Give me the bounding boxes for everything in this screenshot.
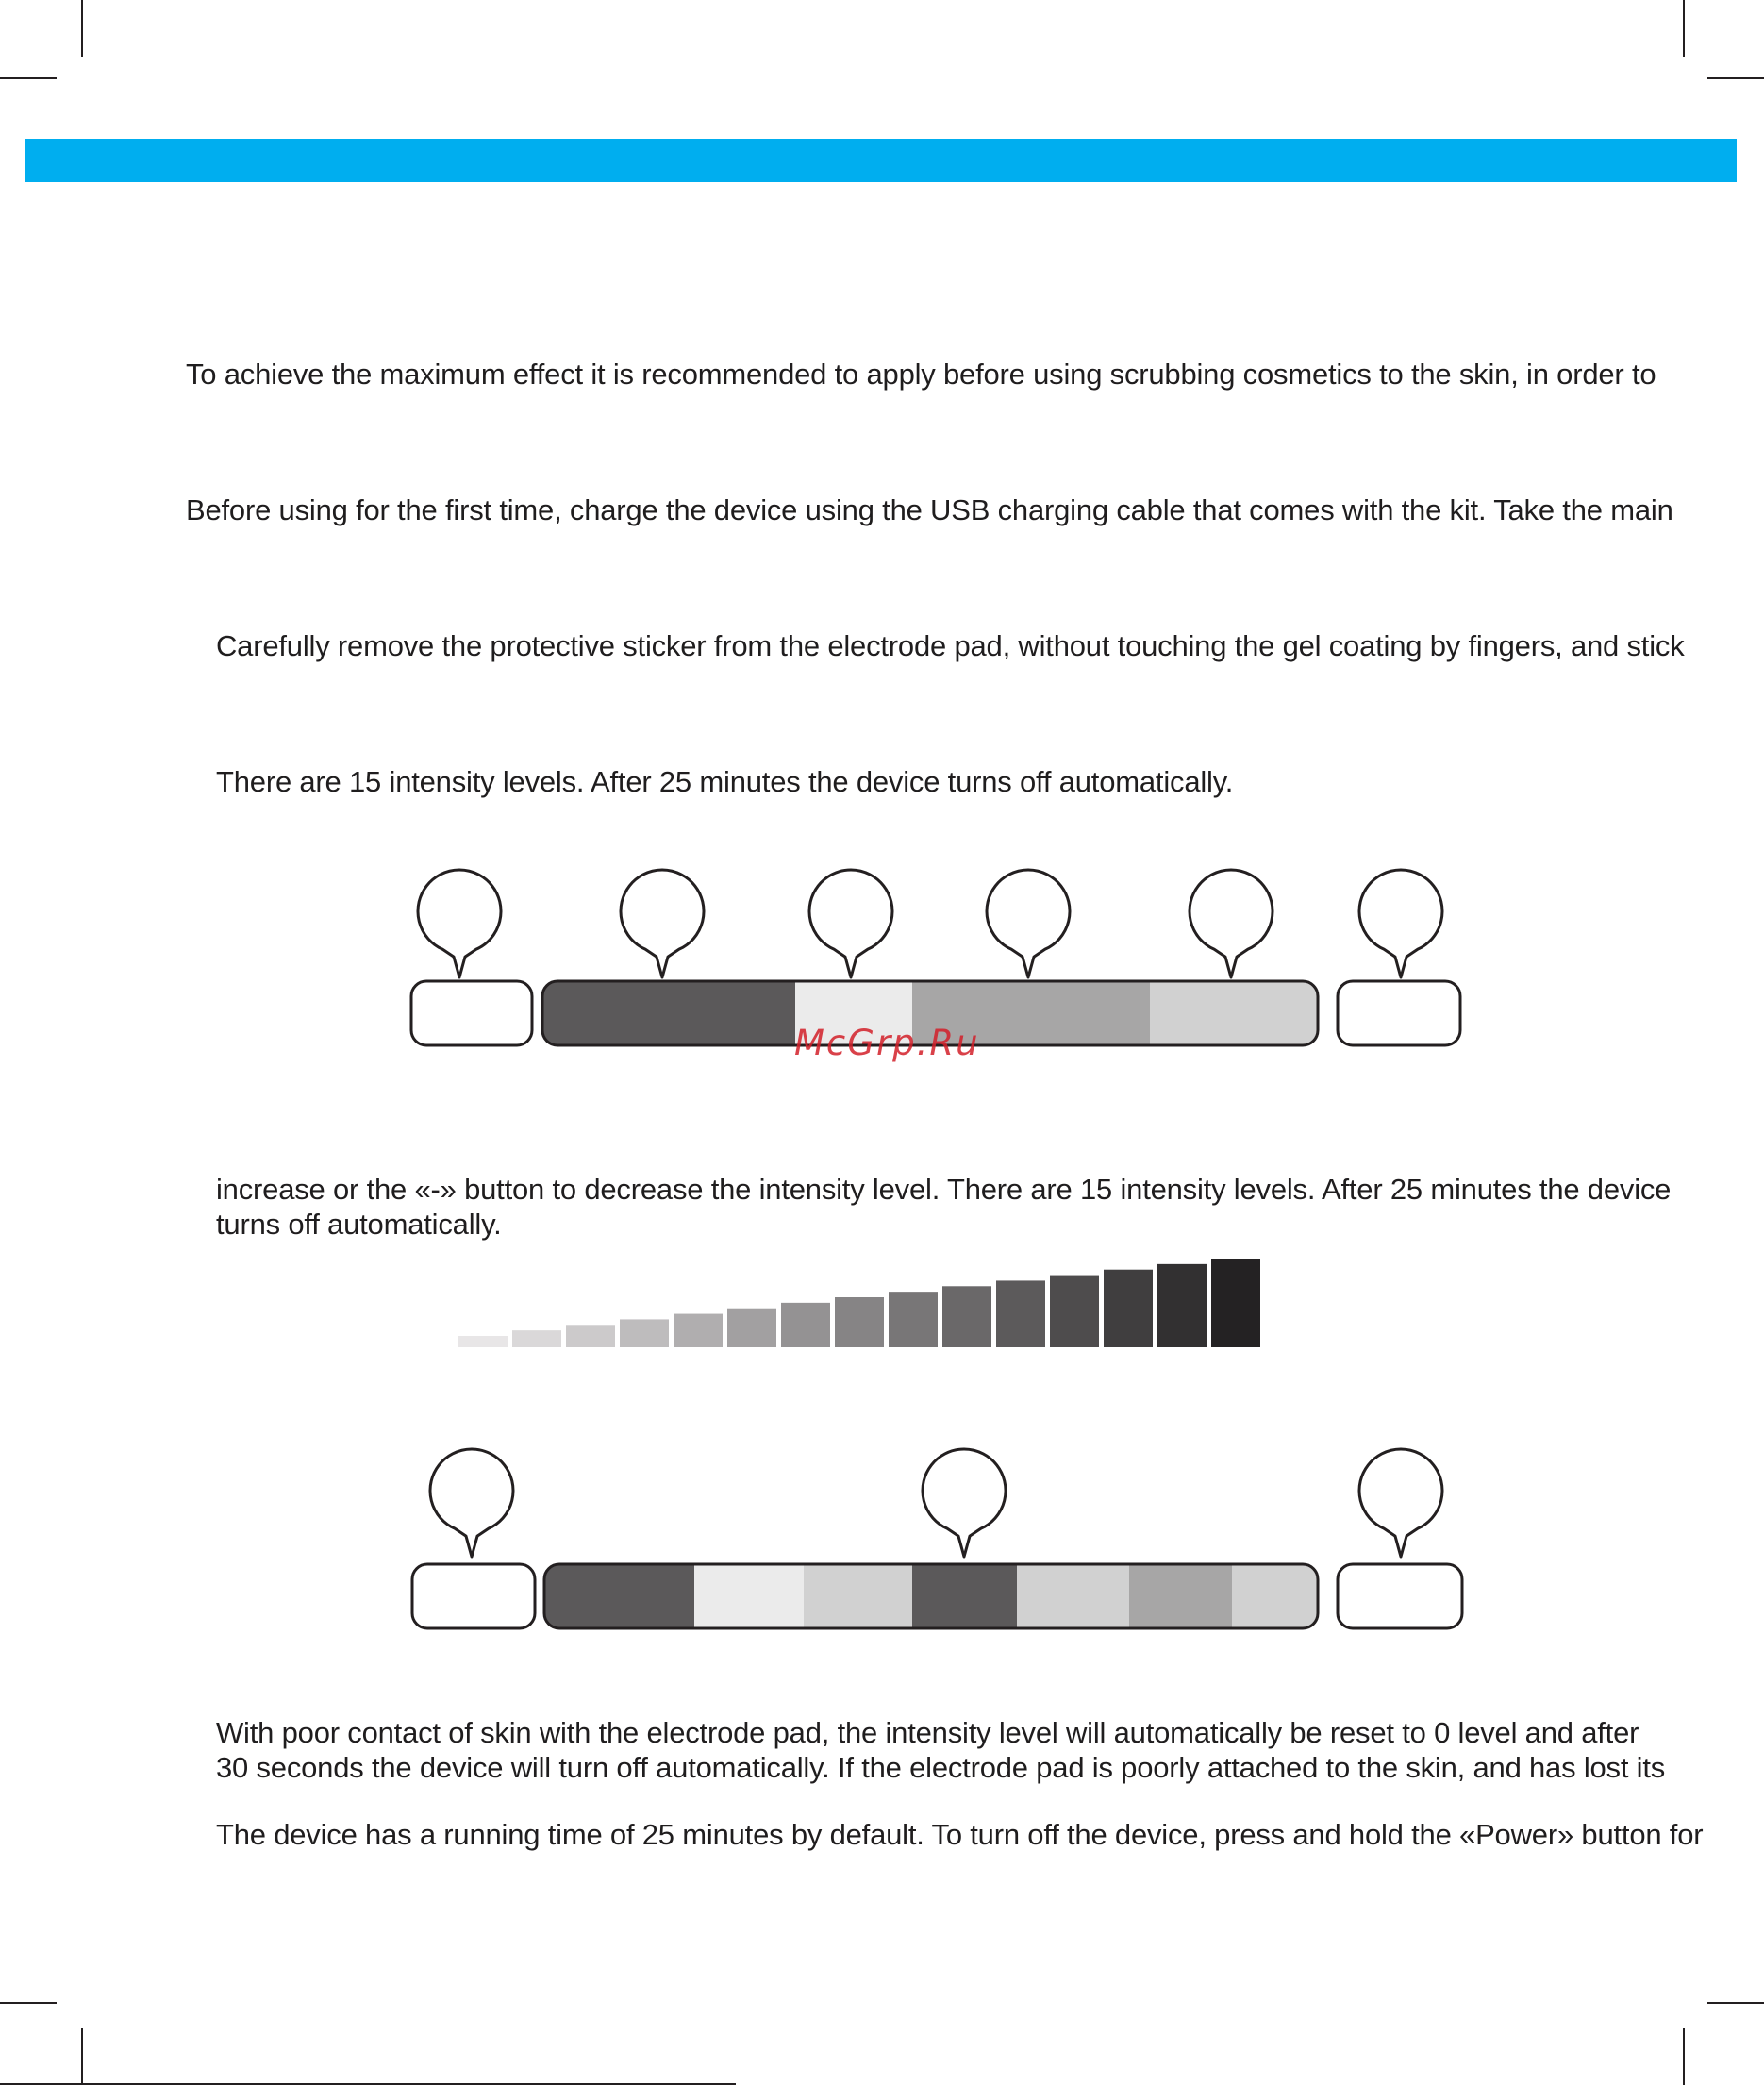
intensity-level-bar bbox=[674, 1314, 723, 1347]
intensity-level-bar bbox=[781, 1303, 830, 1347]
device-body-segment bbox=[1150, 981, 1319, 1045]
paragraph-text: Before using for the first time, charge the device using the USB charging cable that comes with the kit. Take the main bbox=[186, 493, 1673, 526]
intensity-level-bar bbox=[1157, 1264, 1207, 1347]
device-body-segment bbox=[1232, 1564, 1319, 1628]
device-diagram-top bbox=[411, 870, 1460, 1045]
paragraph-text: increase or the «-» button to decrease the intensity level. There are 15 intensity levels. After 25 minutes the device bbox=[216, 1173, 1672, 1206]
callout-bubble bbox=[809, 870, 892, 977]
paragraph-text: There are 15 intensity levels. After 25 minutes the device turns off automatically. bbox=[216, 765, 1234, 798]
intensity-level-bar bbox=[1211, 1259, 1260, 1347]
intensity-scale bbox=[458, 1259, 1260, 1347]
callout-bubble bbox=[418, 870, 501, 977]
device-body-segment bbox=[544, 1564, 695, 1628]
callout-bubble bbox=[621, 870, 704, 977]
intensity-level-bar bbox=[458, 1336, 508, 1347]
device-end-cap-left bbox=[411, 981, 532, 1045]
device-body-segment bbox=[694, 1564, 805, 1628]
device-body-segment bbox=[1017, 1564, 1130, 1628]
intensity-level-bar bbox=[512, 1330, 561, 1347]
callout-bubble bbox=[923, 1449, 1006, 1557]
callout-bubble bbox=[987, 870, 1070, 977]
device-body-segment bbox=[912, 1564, 1018, 1628]
intensity-level-bar bbox=[889, 1292, 938, 1347]
device-body-segment bbox=[1129, 1564, 1233, 1628]
paragraph-text: 30 seconds the device will turn off automatically. If the electrode pad is poorly attached to the skin, and has lost its bbox=[216, 1751, 1666, 1784]
callout-bubble bbox=[1190, 870, 1273, 977]
paragraph-text: With poor contact of skin with the electrode pad, the intensity level will automatically be reset to 0 level and after bbox=[216, 1716, 1639, 1749]
intensity-level-bar bbox=[566, 1325, 615, 1347]
intensity-level-bar bbox=[942, 1286, 991, 1347]
paragraph-text: turns off automatically. bbox=[216, 1208, 502, 1241]
device-body-segment bbox=[542, 981, 796, 1045]
watermark: McGrp.Ru bbox=[794, 1023, 980, 1063]
device-body-segment bbox=[804, 1564, 913, 1628]
callout-bubble bbox=[430, 1449, 513, 1557]
paragraph-text: The device has a running time of 25 minutes by default. To turn off the device, press and hold the «Power» button for bbox=[216, 1818, 1704, 1851]
device-end-cap-right bbox=[1338, 981, 1460, 1045]
intensity-level-bar bbox=[996, 1280, 1045, 1347]
device-end-cap-left bbox=[412, 1564, 535, 1628]
intensity-level-bar bbox=[835, 1297, 884, 1347]
intensity-level-bar bbox=[620, 1319, 669, 1347]
paragraph-text: To achieve the maximum effect it is recommended to apply before using scrubbing cosmetics to the skin, in order to bbox=[186, 358, 1656, 391]
paragraph-text: Carefully remove the protective sticker from the electrode pad, without touching the gel coating by fingers, and stick bbox=[216, 629, 1685, 662]
intensity-level-bar bbox=[1104, 1270, 1153, 1347]
intensity-level-bar bbox=[1050, 1276, 1099, 1347]
device-diagram-bottom bbox=[412, 1449, 1462, 1628]
callout-bubble bbox=[1359, 870, 1442, 977]
device-end-cap-right bbox=[1338, 1564, 1462, 1628]
callout-bubble bbox=[1359, 1449, 1442, 1557]
intensity-level-bar bbox=[727, 1309, 776, 1347]
